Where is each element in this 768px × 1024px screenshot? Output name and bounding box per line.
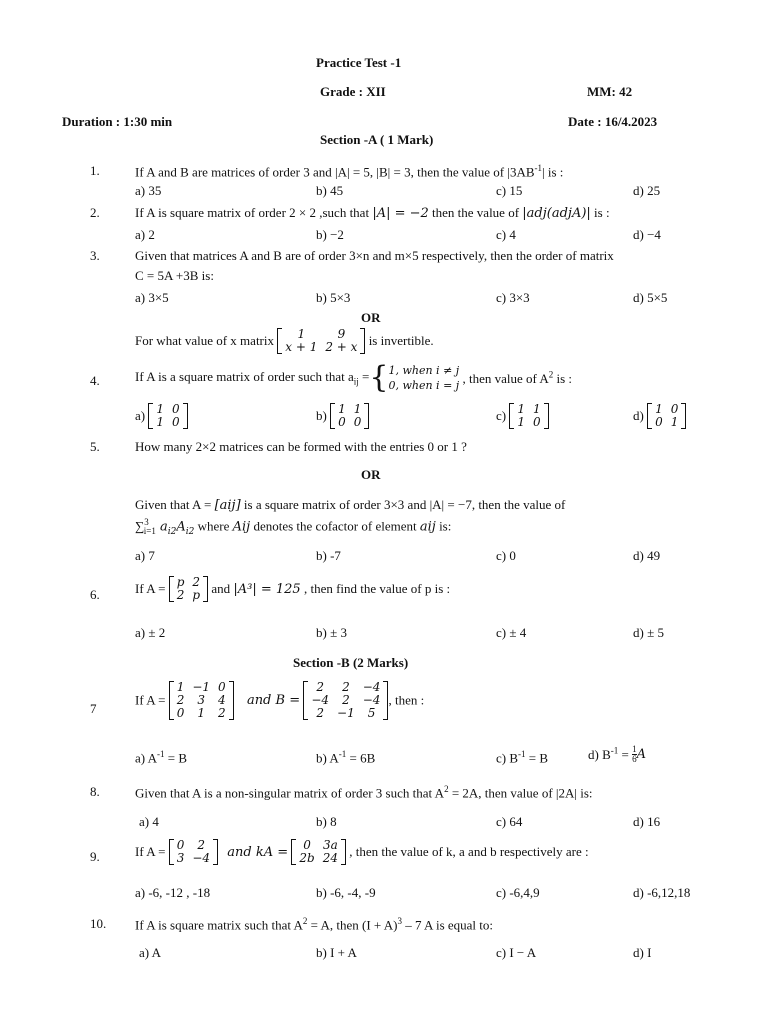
q10-text: If A is square matrix such that $A^2 = A$, then $(I + A)^3 - 7$ A is equal to: [135, 916, 494, 933]
q2-option-c: c) 4 [496, 227, 516, 242]
q1-option-d: d) 25 [633, 183, 661, 198]
q10-option-c: c) I − A [496, 945, 537, 960]
q6-option-b: b) ± 3 [316, 625, 347, 640]
q9-matrix-a: 0 2 3 −4 [169, 839, 218, 865]
or-divider-2: OR [361, 467, 381, 482]
q9-option-a: a) -6, -12 , -18 [135, 885, 211, 900]
section-b-heading: Section -B (2 Marks) [293, 655, 409, 670]
q10-number: 10. [90, 916, 107, 931]
q10-option-d: d) I [633, 945, 652, 960]
q6-text: If A = p 2 2 p and |A³| = 125 , then find the value of p is : [135, 575, 451, 602]
q4-number: 4. [90, 373, 100, 388]
q4-option-a: a) 1 0 1 0 [135, 403, 188, 429]
q9-option-c: c) -6,4,9 [496, 885, 540, 900]
q5-or-line2: ∑$^3_{i=1}$ $a_{i2}A_{i2}$ where Aij denotes the cofactor of element aij is: [135, 517, 452, 537]
q6-option-a: a) ± 2 [135, 625, 166, 640]
q4-option-b: b) 1 1 0 0 [316, 403, 369, 429]
q4-option-c: c) 1 1 1 0 [496, 403, 549, 429]
q6-option-d: d) ± 5 [633, 625, 664, 640]
q9-number: 9. [90, 849, 100, 864]
q5-option-a: a) 7 [135, 548, 155, 563]
q7-option-c: c) $B^{-1} = B$ [496, 749, 549, 766]
q5-option-d: d) 49 [633, 548, 661, 563]
q5-text: How many 2×2 matrices can be formed with the entries 0 or 1 ? [135, 439, 467, 454]
q7-text: If A = 1 −1 0 2 3 4 0 1 2 and B = 2 2 −4 −4 2 −4 2 −1 5 , then : [135, 680, 425, 720]
q1-text: If A and B are matrices of order 3 and |A| = 5, |B| = 3, then the value of $|3AB^{-1}|$ is : [135, 163, 564, 180]
or-divider: OR [361, 310, 381, 325]
q9-option-d: d) -6,12,18 [633, 885, 691, 900]
q8-option-a: a) 4 [139, 814, 159, 829]
q5-number: 5. [90, 439, 100, 454]
q1-number: 1. [90, 163, 100, 178]
q6-number: 6. [90, 587, 100, 602]
q4-text: If A is a square matrix of order such that $a_{ij} =\{1$, when i ≠ j 0, when i = j , then value of $A^2$ is : [135, 360, 573, 395]
q8-option-d: d) 16 [633, 814, 661, 829]
q3-option-c: c) 3×3 [496, 290, 530, 305]
q3-text-line1: Given that matrices A and B are of order 3×n and m×5 respectively, then the order of matrix [135, 248, 614, 263]
q9-option-b: b) -6, -4, -9 [316, 885, 376, 900]
date-label: Date : 16/4.2023 [568, 114, 658, 129]
q8-option-b: b) 8 [316, 814, 337, 829]
q10-option-a: a) A [139, 945, 162, 960]
max-marks: MM: 42 [587, 84, 633, 99]
q10-option-b: b) I + A [316, 945, 357, 960]
q6-matrix: p 2 2 p [169, 576, 208, 602]
q9-matrix-b: 0 3a 2b 24 [291, 839, 346, 865]
q5-or-line1: Given that A = [aij] is a square matrix of order 3×3 and |A| = −7, then the value of [135, 497, 566, 513]
q1-option-a: a) 35 [135, 183, 162, 198]
q7-option-d: d) $B^{-1}$ = $\frac{1}{6}$ A [588, 744, 646, 764]
q6-option-c: c) ± 4 [496, 625, 527, 640]
test-title: Practice Test -1 [316, 55, 402, 70]
q3-option-a: a) 3×5 [135, 290, 169, 305]
q8-number: 8. [90, 784, 100, 799]
q1-option-c: c) 15 [496, 183, 523, 198]
q3-text-line2: C = 5A +3B is: [135, 268, 214, 283]
q2-option-a: a) 2 [135, 227, 155, 242]
q2-option-b: b) −2 [316, 227, 344, 242]
q3-option-b: b) 5×3 [316, 290, 351, 305]
q7-option-b: b) $A^{-1} = 6B$ [316, 749, 376, 766]
section-a-heading: Section -A ( 1 Mark) [320, 132, 434, 147]
q7-number: 7 [90, 701, 97, 716]
q7-matrix-a: 1 −1 0 2 3 4 0 1 2 [169, 681, 234, 720]
q3-or-matrix: 1 9 x + 1 2 + x [277, 328, 365, 354]
q1-option-b: b) 45 [316, 183, 344, 198]
q3-number: 3. [90, 248, 100, 263]
q3-option-d: d) 5×5 [633, 290, 668, 305]
q8-text: Given that A is a non-singular matrix of order 3 such that $A^2 = 2A$, then value of |2A| is: [135, 784, 593, 801]
q4-option-d: d) 1 0 0 1 [633, 403, 686, 429]
q7-option-a: a) $A^{-1} = B$ [135, 749, 188, 766]
q9-text: If A = 0 2 3 −4 and kA = 0 3a 2b 24 , then the value of k, a and b respectively are : [135, 838, 589, 865]
q5-option-c: c) 0 [496, 548, 516, 563]
q2-option-d: d) −4 [633, 227, 661, 242]
q3-or-text: For what value of x matrix 1 9 x + 1 2 + x is invertible. [135, 327, 434, 354]
q8-option-c: c) 64 [496, 814, 523, 829]
q2-number: 2. [90, 205, 100, 220]
grade-label: Grade : XII [320, 84, 386, 99]
q2-text: If A is square matrix of order 2 × 2 ,such that |A| = −2 then the value of |adj(adjA)| is : [135, 205, 610, 221]
q5-option-b: b) -7 [316, 548, 341, 563]
duration-label: Duration : 1:30 min [62, 114, 173, 129]
q7-matrix-b: 2 2 −4 −4 2 −4 2 −1 5 [303, 681, 388, 720]
